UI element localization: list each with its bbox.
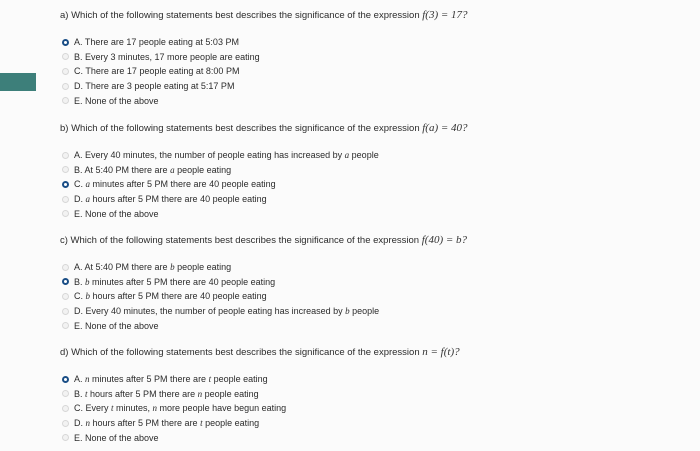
answer-option-label bbox=[74, 52, 260, 62]
answer-option-label bbox=[74, 66, 239, 76]
option-text: C. bbox=[74, 291, 86, 302]
radio-unselected-icon[interactable] bbox=[62, 390, 69, 397]
sidebar-tab-marker[interactable] bbox=[0, 73, 36, 91]
answer-option-label bbox=[74, 209, 159, 219]
option-text: minutes after 5 PM there are 40 people eating bbox=[90, 179, 276, 190]
answer-option-label bbox=[74, 37, 239, 47]
radio-unselected-icon[interactable] bbox=[62, 68, 69, 75]
question-prompt bbox=[60, 8, 680, 22]
radio-selected-icon[interactable] bbox=[62, 376, 69, 383]
option-text: people bbox=[349, 306, 380, 317]
answer-option-label bbox=[74, 433, 159, 443]
answer-option[interactable] bbox=[62, 93, 682, 108]
option-text: E. None of the above bbox=[74, 432, 159, 443]
answer-options bbox=[62, 35, 682, 108]
option-text: people eating bbox=[202, 388, 259, 399]
question-d bbox=[62, 345, 682, 445]
option-text: minutes after 5 PM there are bbox=[89, 374, 209, 385]
option-text: E. None of the above bbox=[74, 208, 159, 219]
answer-option[interactable] bbox=[62, 372, 682, 387]
radio-unselected-icon[interactable] bbox=[62, 420, 69, 427]
radio-unselected-icon[interactable] bbox=[62, 166, 69, 173]
option-variable: n bbox=[85, 418, 91, 429]
option-variable: n bbox=[85, 374, 90, 385]
option-variable: t bbox=[111, 403, 114, 414]
answer-option-label bbox=[74, 96, 159, 106]
radio-unselected-icon[interactable] bbox=[62, 308, 69, 315]
option-text: hours after 5 PM there are bbox=[87, 388, 198, 399]
answer-option[interactable] bbox=[62, 163, 682, 178]
option-text: people bbox=[349, 150, 379, 161]
question-expression: f(40) = b? bbox=[421, 234, 468, 246]
option-variable: b bbox=[170, 262, 175, 273]
option-text: people eating bbox=[202, 418, 260, 429]
radio-unselected-icon[interactable] bbox=[62, 434, 69, 441]
option-text: more people have begun eating bbox=[157, 403, 287, 414]
answer-option-label bbox=[74, 165, 231, 175]
radio-selected-icon[interactable] bbox=[62, 278, 69, 285]
answer-options bbox=[62, 148, 682, 221]
answer-option-label bbox=[74, 374, 268, 384]
option-text: D. Every 40 minutes, the number of people eating has increased by bbox=[74, 306, 346, 317]
question-expression: f(a) = 40? bbox=[422, 122, 468, 134]
answer-option[interactable] bbox=[62, 192, 682, 207]
answer-option-label bbox=[74, 291, 267, 301]
question-text: b) Which of the following statements best describes the significance of the expression bbox=[60, 123, 420, 134]
option-text: A. At 5:40 PM there are bbox=[74, 262, 171, 273]
option-variable: t bbox=[208, 374, 212, 385]
option-text: A. There are 17 people eating at 5:03 PM bbox=[74, 37, 239, 48]
answer-option[interactable] bbox=[62, 430, 682, 445]
answer-option-label bbox=[74, 262, 231, 272]
question-b bbox=[62, 121, 682, 221]
radio-unselected-icon[interactable] bbox=[62, 405, 69, 412]
answer-option-label bbox=[74, 179, 276, 189]
answer-option-label bbox=[74, 194, 267, 204]
answer-option[interactable] bbox=[62, 416, 682, 431]
answer-option[interactable] bbox=[62, 79, 682, 94]
option-text: people eating bbox=[211, 374, 268, 385]
option-text: hours after 5 PM there are bbox=[90, 418, 201, 429]
option-variable: b bbox=[85, 291, 91, 302]
option-text: D. bbox=[74, 418, 86, 429]
answer-option-label bbox=[74, 321, 159, 331]
answer-option[interactable] bbox=[62, 304, 682, 319]
answer-option[interactable] bbox=[62, 35, 682, 50]
option-variable: t bbox=[85, 388, 88, 399]
option-text: E. None of the above bbox=[74, 95, 159, 106]
question-text: a) Which of the following statements best describes the significance of the expression bbox=[60, 10, 420, 21]
radio-unselected-icon[interactable] bbox=[62, 53, 69, 60]
question-c bbox=[62, 233, 682, 333]
radio-unselected-icon[interactable] bbox=[62, 293, 69, 300]
answer-option-label bbox=[74, 418, 259, 428]
answer-option[interactable] bbox=[62, 318, 682, 333]
radio-unselected-icon[interactable] bbox=[62, 264, 69, 271]
option-text: people eating bbox=[174, 262, 232, 273]
answer-options bbox=[62, 372, 682, 445]
option-text: B. bbox=[74, 388, 86, 399]
option-text: minutes after 5 PM there are 40 people eating bbox=[89, 276, 276, 287]
option-text: minutes, bbox=[113, 403, 153, 414]
option-variable: n bbox=[197, 388, 203, 399]
question-text: c) Which of the following statements best describes the significance of the expression bbox=[60, 235, 420, 246]
option-text: E. None of the above bbox=[74, 320, 159, 331]
question-prompt bbox=[60, 345, 680, 359]
answer-option[interactable] bbox=[62, 206, 682, 221]
answer-option[interactable] bbox=[62, 260, 682, 275]
option-text: B. Every 3 minutes, 17 more people are eating bbox=[74, 51, 260, 62]
answer-option-label bbox=[74, 389, 259, 399]
option-text: hours after 5 PM there are 40 people eating bbox=[90, 291, 267, 302]
radio-unselected-icon[interactable] bbox=[62, 322, 69, 329]
option-variable: t bbox=[200, 418, 203, 429]
option-text: A. Every 40 minutes, the number of people eating has increased by bbox=[74, 150, 345, 161]
option-variable: a bbox=[85, 194, 91, 205]
answer-options bbox=[62, 260, 682, 333]
answer-option-label bbox=[74, 277, 275, 287]
option-text: C. bbox=[74, 179, 86, 190]
answer-option[interactable] bbox=[62, 148, 682, 163]
option-text: hours after 5 PM there are 40 people eating bbox=[90, 194, 267, 205]
radio-unselected-icon[interactable] bbox=[62, 97, 69, 104]
answer-option[interactable] bbox=[62, 50, 682, 65]
option-variable: n bbox=[152, 403, 158, 414]
option-variable: a bbox=[344, 150, 350, 161]
option-text: D. There are 3 people eating at 5:17 PM bbox=[74, 81, 235, 92]
question-prompt bbox=[60, 121, 680, 135]
answer-option[interactable] bbox=[62, 177, 682, 192]
answer-option-label bbox=[74, 81, 234, 91]
radio-unselected-icon[interactable] bbox=[62, 196, 69, 203]
option-text: A. bbox=[74, 374, 86, 385]
answer-option[interactable] bbox=[62, 401, 682, 416]
radio-unselected-icon[interactable] bbox=[62, 152, 69, 159]
option-variable: b bbox=[345, 306, 350, 317]
option-text: D. bbox=[74, 194, 86, 205]
answer-option[interactable] bbox=[62, 387, 682, 402]
question-prompt bbox=[60, 233, 680, 247]
answer-option[interactable] bbox=[62, 275, 682, 290]
option-variable: a bbox=[170, 164, 175, 175]
option-text: people eating bbox=[174, 164, 232, 175]
radio-selected-icon[interactable] bbox=[62, 39, 69, 46]
answer-option-label bbox=[74, 306, 379, 316]
answer-option[interactable] bbox=[62, 64, 682, 79]
question-expression: f(3) = 17? bbox=[422, 9, 468, 21]
question-expression: n = f(t)? bbox=[422, 346, 460, 358]
option-variable: a bbox=[85, 179, 91, 190]
answer-option-label bbox=[74, 150, 379, 160]
option-text: B. At 5:40 PM there are bbox=[74, 164, 171, 175]
question-text: d) Which of the following statements best describes the significance of the expression bbox=[60, 347, 420, 358]
option-variable: b bbox=[85, 276, 90, 287]
answer-option-label bbox=[74, 403, 286, 413]
option-text: C. There are 17 people eating at 8:00 PM bbox=[74, 66, 240, 77]
option-text: B. bbox=[74, 276, 86, 287]
radio-unselected-icon[interactable] bbox=[62, 83, 69, 90]
radio-unselected-icon[interactable] bbox=[62, 210, 69, 217]
answer-option[interactable] bbox=[62, 289, 682, 304]
radio-selected-icon[interactable] bbox=[62, 181, 69, 188]
option-text: C. Every bbox=[74, 403, 112, 414]
question-a bbox=[62, 8, 682, 108]
